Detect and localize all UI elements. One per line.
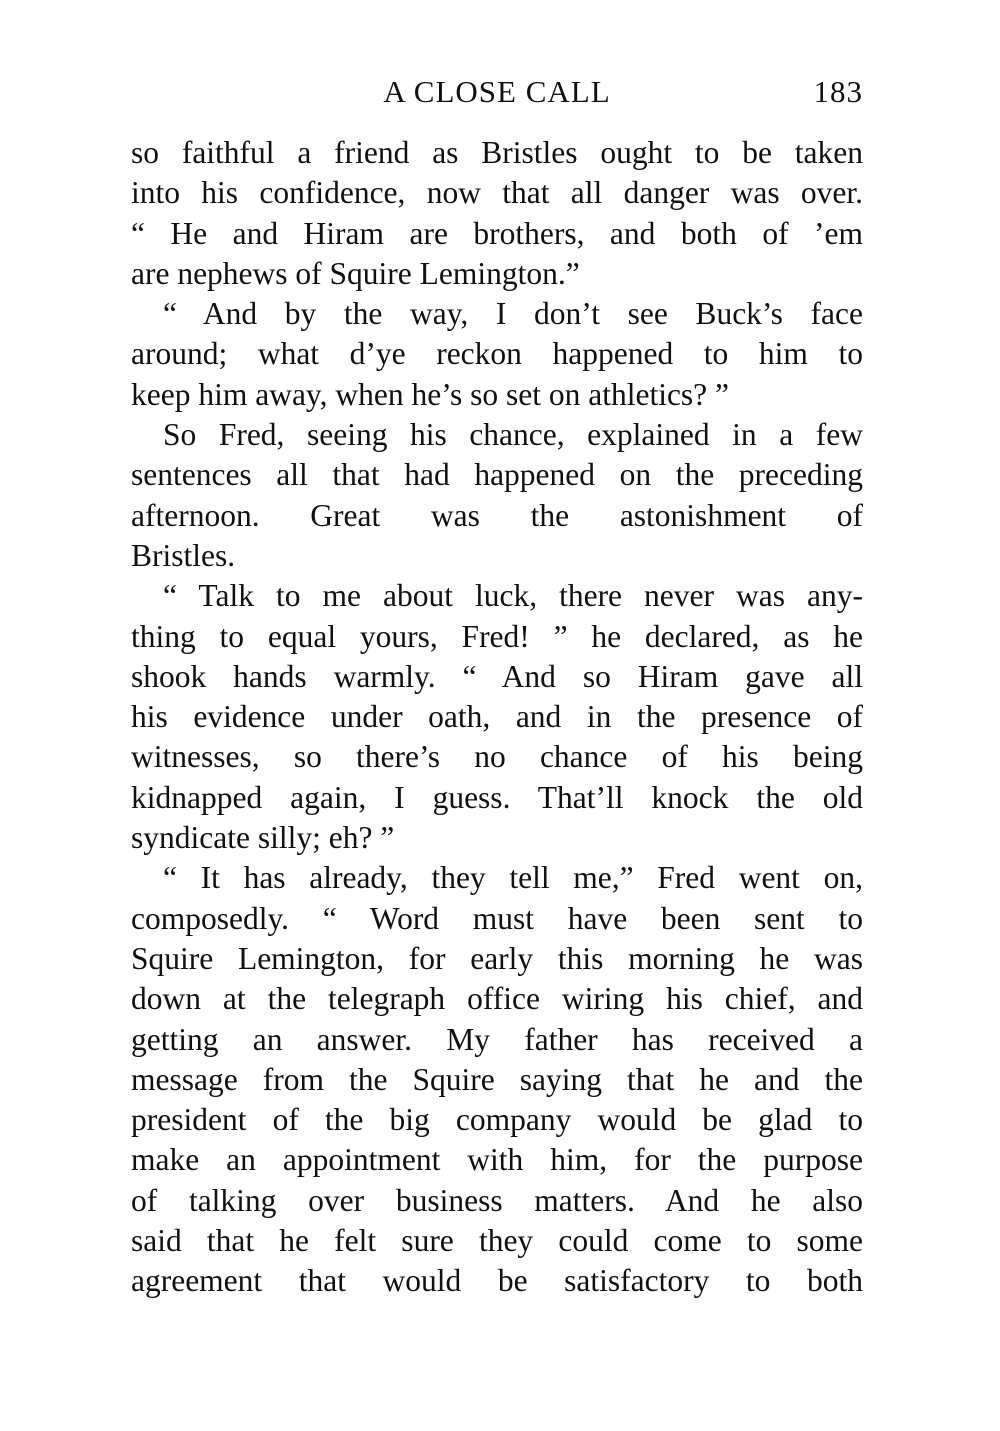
text-line: witnesses, so there’s no chance of his being	[131, 739, 863, 775]
text-line: getting an answer. My father has received a	[131, 1021, 863, 1057]
text-line: shook hands warmly. “ And so Hiram gave all	[131, 658, 863, 694]
text-line: thing to equal yours, Fred! ” he declared, as he	[131, 618, 863, 654]
text-line: “ And by the way, I don’t see Buck’s face	[163, 296, 863, 332]
text-line: of talking over business matters. And he also	[131, 1182, 863, 1218]
text-line: keep him away, when he’s so set on athletics? ”	[131, 376, 730, 412]
text-line: message from the Squire saying that he and the	[131, 1061, 863, 1097]
text-line: president of the big company would be glad to	[131, 1102, 863, 1138]
page-number: 183	[813, 74, 863, 109]
text-line: “ He and Hiram are brothers, and both of ’em	[131, 215, 863, 251]
text-line: around; what d’ye reckon happened to him to	[131, 336, 863, 372]
text-line: composedly. “ Word must have been sent to	[131, 900, 863, 936]
text-line: kidnapped again, I guess. That’ll knock the old	[131, 779, 863, 815]
book-page	[131, 72, 863, 1302]
text-line: agreement that would be satisfactory to both	[131, 1263, 863, 1299]
text-line: sentences all that had happened on the preceding	[131, 457, 863, 493]
text-line: down at the telegraph office wiring his chief, and	[131, 981, 863, 1017]
text-line: said that he felt sure they could come to some	[131, 1223, 863, 1259]
text-line: afternoon. Great was the astonishment of	[131, 497, 863, 533]
text-line: are nephews of Squire Lemington.”	[131, 255, 580, 291]
text-line: so faithful a friend as Bristles ought to be taken	[131, 135, 863, 170]
text-line: Bristles.	[131, 537, 236, 573]
text-line: So Fred, seeing his chance, explained in a few	[163, 417, 863, 453]
text-line: “ Talk to me about luck, there never was any-	[163, 578, 863, 614]
text-line: Squire Lemington, for early this morning he was	[131, 940, 863, 976]
body-text	[131, 133, 863, 1302]
chapter-title: A CLOSE CALL	[383, 74, 611, 109]
text-line: syndicate silly; eh? ”	[131, 820, 395, 856]
running-header	[131, 72, 863, 112]
text-line: his evidence under oath, and in the presence of	[131, 699, 863, 735]
text-line: make an appointment with him, for the purpose	[131, 1142, 863, 1178]
text-line: into his confidence, now that all danger was over.	[131, 175, 863, 211]
text-line: “ It has already, they tell me,” Fred went on,	[163, 860, 863, 896]
